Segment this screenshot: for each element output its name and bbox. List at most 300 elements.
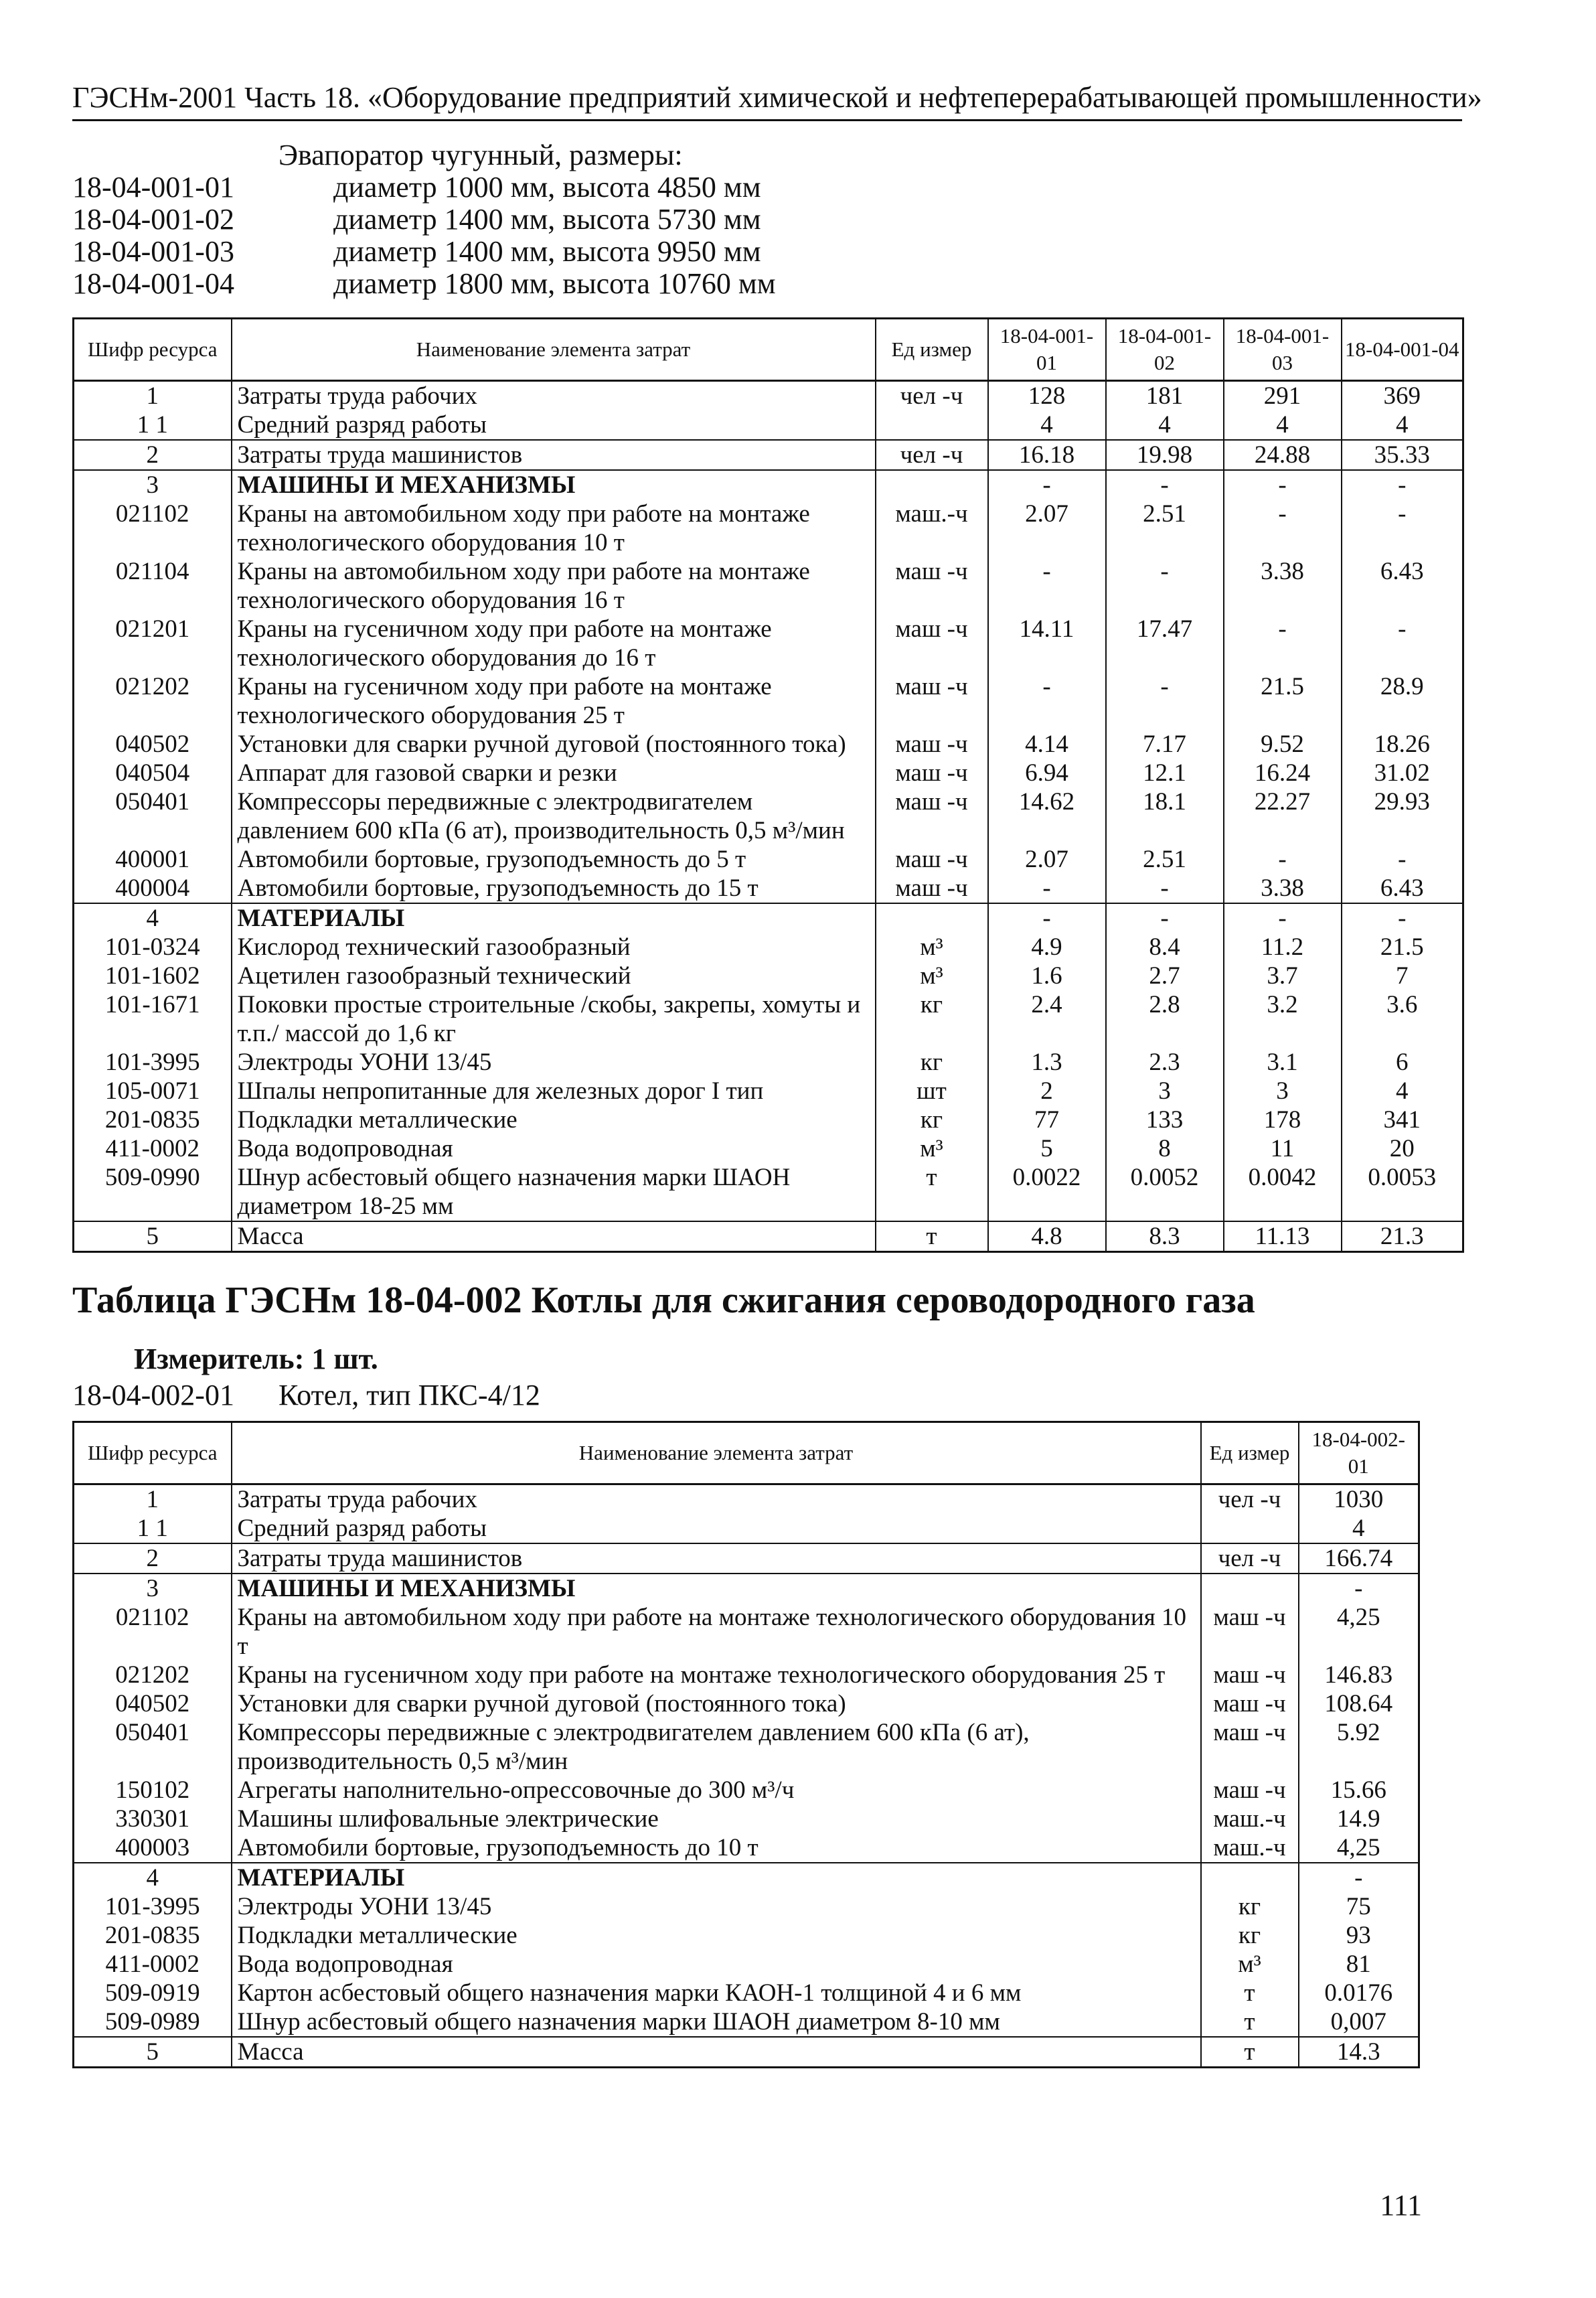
cell-code: 050401 (74, 787, 232, 845)
cell-value: 128 (988, 381, 1106, 411)
cell-unit: чел -ч (1201, 1543, 1299, 1574)
cell-value: 8.4 (1106, 933, 1224, 962)
cell-name: Кислород технический газообразный (232, 933, 876, 962)
cell-code: 021104 (74, 557, 232, 615)
cell-name: Машины шлифовальные электрические (232, 1805, 1201, 1833)
cell-value: - (988, 672, 1106, 730)
cell-value: 2.07 (988, 845, 1106, 874)
variant-code: 18-04-001-01 (72, 171, 234, 204)
cell-value: 4,25 (1299, 1603, 1419, 1661)
cell-value: 9.52 (1224, 730, 1342, 759)
cell-unit: маш -ч (876, 874, 988, 903)
cell-value: - (988, 470, 1106, 500)
cell-code: 021102 (74, 1603, 232, 1661)
cell-code: 509-0990 (74, 1163, 232, 1221)
cell-name: Поковки простые строительные /скобы, закрепы, хомуты и т.п./ массой до 1,6 кг (232, 990, 876, 1048)
cell-value: - (1299, 1863, 1419, 1892)
cell-value: 29.93 (1342, 787, 1463, 845)
cell-value: 6.43 (1342, 874, 1463, 903)
table-row (74, 730, 1463, 759)
table-row (74, 1805, 1419, 1833)
cell-unit: маш -ч (876, 615, 988, 672)
variant-desc: Котел, тип ПКС-4/12 (278, 1379, 540, 1411)
cell-value: - (1224, 615, 1342, 672)
cell-unit: маш.-ч (1201, 1805, 1299, 1833)
table-row (74, 500, 1463, 557)
cell-name: Подкладки металлические (232, 1921, 1201, 1950)
cell-name: Краны на гусеничном ходу при работе на монтаже технологического оборудования до 16 т (232, 615, 876, 672)
cell-value: 31.02 (1342, 759, 1463, 787)
table-row (74, 1863, 1419, 1892)
cell-name: Краны на гусеничном ходу при работе на монтаже технологического оборудования 25 т (232, 672, 876, 730)
cell-code: 1 1 (74, 1514, 232, 1543)
cell-value: 2.4 (988, 990, 1106, 1048)
cell-unit: шт (876, 1077, 988, 1105)
cell-code: 3 (74, 470, 232, 500)
table-row (74, 557, 1463, 615)
cell-value: 14.3 (1299, 2037, 1419, 2068)
cell-name: Автомобили бортовые, грузоподъемность до 15 т (232, 874, 876, 903)
table-row (74, 1134, 1463, 1163)
table-row (74, 1603, 1419, 1661)
table-row (74, 962, 1463, 990)
measure-value: 1 шт. (311, 1343, 378, 1375)
cell-code: 101-0324 (74, 933, 232, 962)
variant-row (72, 171, 1462, 204)
cell-value: 6.43 (1342, 557, 1463, 615)
cell-value: - (1342, 615, 1463, 672)
cell-name: Краны на автомобильном ходу при работе на монтаже технологического оборудования 10 т (232, 500, 876, 557)
table-row (74, 1048, 1463, 1077)
cell-value: 166.74 (1299, 1543, 1419, 1574)
cell-code: 201-0835 (74, 1921, 232, 1950)
table-body (74, 1484, 1419, 2068)
cell-value: 22.27 (1224, 787, 1342, 845)
cell-unit: маш -ч (876, 672, 988, 730)
cell-value: 3.38 (1224, 557, 1342, 615)
cell-name: Шнур асбестовый общего назначения марки ШАОН диаметром 8-10 мм (232, 2007, 1201, 2037)
header-norm: 18-04-002-01 (1299, 1422, 1419, 1484)
header-norm: 18-04-001-01 (988, 319, 1106, 381)
variant-row (72, 268, 1462, 300)
cell-value: 4 (1106, 410, 1224, 440)
cell-value: 0.0176 (1299, 1979, 1419, 2007)
cell-value: 0.0042 (1224, 1163, 1342, 1221)
cell-value: 133 (1106, 1105, 1224, 1134)
table-row (74, 470, 1463, 500)
cell-name: Шнур асбестовый общего назначения марки ШАОН диаметром 18-25 мм (232, 1163, 876, 1221)
cell-value: 0,007 (1299, 2007, 1419, 2037)
cell-value: 2.7 (1106, 962, 1224, 990)
cell-unit: маш -ч (1201, 1776, 1299, 1805)
page-header: ГЭСНм-2001 Часть 18. «Оборудование предприятий химической и нефтеперерабатывающей промышленности» (72, 79, 1462, 121)
cell-name: Краны на гусеничном ходу при работе на монтаже технологического оборудования 25 т (232, 1661, 1201, 1689)
table-row (74, 1163, 1463, 1221)
cell-name: Вода водопроводная (232, 1134, 876, 1163)
table-row (74, 787, 1463, 845)
cell-unit: кг (1201, 1921, 1299, 1950)
variant-code: 18-04-002-01 (72, 1379, 234, 1411)
cell-value: 3 (1224, 1077, 1342, 1105)
measure (134, 1342, 378, 1377)
cell-value: 4 (1299, 1514, 1419, 1543)
variant-row (72, 204, 1462, 236)
cell-value: 181 (1106, 381, 1224, 411)
cell-value: 14.9 (1299, 1805, 1419, 1833)
cell-name: МАШИНЫ И МЕХАНИЗМЫ (232, 1574, 1201, 1603)
cell-value: - (988, 874, 1106, 903)
cell-unit: т (876, 1221, 988, 1252)
cell-name: Краны на автомобильном ходу при работе на монтаже технологического оборудования 10 т (232, 1603, 1201, 1661)
cell-unit: м³ (1201, 1950, 1299, 1979)
resource-table-18-04-002 (72, 1421, 1420, 2068)
variant-block (72, 139, 1462, 300)
cell-value: 4 (1224, 410, 1342, 440)
table-row (74, 1105, 1463, 1134)
cell-name: Масса (232, 1221, 876, 1252)
table-title: Таблица ГЭСНм 18-04-002 Котлы для сжигания сероводородного газа (72, 1280, 1255, 1321)
cell-name: Автомобили бортовые, грузоподъемность до 5 т (232, 845, 876, 874)
table-row (74, 1718, 1419, 1776)
header-unit: Ед измер (1201, 1422, 1299, 1484)
cell-name: Электроды УОНИ 13/45 (232, 1048, 876, 1077)
cell-value: 11.13 (1224, 1221, 1342, 1252)
cell-unit: кг (876, 1105, 988, 1134)
cell-value: - (1342, 470, 1463, 500)
cell-value: 18.1 (1106, 787, 1224, 845)
cell-name: Вода водопроводная (232, 1950, 1201, 1979)
cell-value: 8 (1106, 1134, 1224, 1163)
cell-value: 7.17 (1106, 730, 1224, 759)
cell-value: - (1224, 903, 1342, 933)
cell-unit: маш -ч (1201, 1603, 1299, 1661)
cell-value: 1.3 (988, 1048, 1106, 1077)
cell-value: - (1342, 500, 1463, 557)
variant-desc: диаметр 1400 мм, высота 9950 мм (333, 235, 761, 268)
cell-unit: маш -ч (1201, 1689, 1299, 1718)
variant-row (72, 1378, 540, 1413)
cell-code: 040504 (74, 759, 232, 787)
header-code: Шифр ресурса (74, 319, 232, 381)
cell-code: 201-0835 (74, 1105, 232, 1134)
cell-value: 21.5 (1224, 672, 1342, 730)
cell-value: 146.83 (1299, 1661, 1419, 1689)
cell-name: Аппарат для газовой сварки и резки (232, 759, 876, 787)
cell-unit (876, 903, 988, 933)
table-row (74, 1689, 1419, 1718)
cell-value: 21.3 (1342, 1221, 1463, 1252)
cell-value: 3.6 (1342, 990, 1463, 1048)
table-row (74, 990, 1463, 1048)
cell-value: 12.1 (1106, 759, 1224, 787)
table-row (74, 933, 1463, 962)
cell-code: 400003 (74, 1833, 232, 1863)
cell-code: 5 (74, 1221, 232, 1252)
cell-value: 4 (988, 410, 1106, 440)
cell-unit: маш.-ч (1201, 1833, 1299, 1863)
cell-unit: т (1201, 1979, 1299, 2007)
cell-code: 400004 (74, 874, 232, 903)
cell-value: - (1106, 672, 1224, 730)
cell-unit: кг (1201, 1892, 1299, 1921)
cell-value: 1030 (1299, 1484, 1419, 1515)
cell-name: Затраты труда рабочих (232, 381, 876, 411)
cell-value: 19.98 (1106, 440, 1224, 470)
cell-value: 35.33 (1342, 440, 1463, 470)
cell-name: Электроды УОНИ 13/45 (232, 1892, 1201, 1921)
cell-unit: маш.-ч (876, 500, 988, 557)
measure-label: Измеритель: (134, 1343, 305, 1375)
cell-name: Агрегаты наполнительно-опрессовочные до 300 м³/ч (232, 1776, 1201, 1805)
cell-value: 3.7 (1224, 962, 1342, 990)
cell-value: 4 (1342, 410, 1463, 440)
header-norm: 18-04-001-02 (1106, 319, 1224, 381)
cell-code: 330301 (74, 1805, 232, 1833)
table-row (74, 1661, 1419, 1689)
cell-value: - (1224, 470, 1342, 500)
cell-name: Автомобили бортовые, грузоподъемность до 10 т (232, 1833, 1201, 1863)
cell-value: 1.6 (988, 962, 1106, 990)
cell-code: 021202 (74, 1661, 232, 1689)
cell-unit (876, 470, 988, 500)
cell-code: 1 1 (74, 410, 232, 440)
cell-value: 16.24 (1224, 759, 1342, 787)
cell-value: - (988, 557, 1106, 615)
cell-value: - (1299, 1574, 1419, 1603)
cell-name: МАТЕРИАЛЫ (232, 903, 876, 933)
cell-code: 040502 (74, 1689, 232, 1718)
table-row (74, 1484, 1419, 1515)
cell-unit: м³ (876, 933, 988, 962)
cell-value: 81 (1299, 1950, 1419, 1979)
cell-value: 3 (1106, 1077, 1224, 1105)
cell-name: Средний разряд работы (232, 1514, 1201, 1543)
cell-value: 24.88 (1224, 440, 1342, 470)
cell-value: 8.3 (1106, 1221, 1224, 1252)
cell-name: Компрессоры передвижные с электродвигателем давлением 600 кПа (6 ат), производительность 0,5 м³/мин (232, 787, 876, 845)
cell-code: 050401 (74, 1718, 232, 1776)
cell-unit: маш -ч (1201, 1718, 1299, 1776)
cell-value: 93 (1299, 1921, 1419, 1950)
cell-value: 4.8 (988, 1221, 1106, 1252)
cell-value: 75 (1299, 1892, 1419, 1921)
table-row (74, 440, 1463, 470)
cell-code: 3 (74, 1574, 232, 1603)
cell-value: 20 (1342, 1134, 1463, 1163)
cell-value: 28.9 (1342, 672, 1463, 730)
resource-table-18-04-001 (72, 317, 1464, 1253)
table-row (74, 1543, 1419, 1574)
cell-value: 5 (988, 1134, 1106, 1163)
cell-code: 4 (74, 1863, 232, 1892)
cell-unit: т (1201, 2007, 1299, 2037)
cell-name: Подкладки металлические (232, 1105, 876, 1134)
cell-code: 101-1671 (74, 990, 232, 1048)
cell-code: 150102 (74, 1776, 232, 1805)
cell-value: 2.3 (1106, 1048, 1224, 1077)
cell-value: 16.18 (988, 440, 1106, 470)
cell-value: 14.62 (988, 787, 1106, 845)
variant-desc: диаметр 1800 мм, высота 10760 мм (333, 267, 776, 300)
variant-code: 18-04-001-02 (72, 203, 234, 236)
header-unit: Ед измер (876, 319, 988, 381)
cell-value: 21.5 (1342, 933, 1463, 962)
cell-unit: чел -ч (876, 440, 988, 470)
cell-unit: кг (876, 1048, 988, 1077)
table-row (74, 1833, 1419, 1863)
cell-value: 17.47 (1106, 615, 1224, 672)
cell-value: 4,25 (1299, 1833, 1419, 1863)
header-norm: 18-04-001-04 (1342, 319, 1463, 381)
cell-code: 2 (74, 440, 232, 470)
cell-value: 341 (1342, 1105, 1463, 1134)
cell-code: 411-0002 (74, 1134, 232, 1163)
cell-name: Затраты труда машинистов (232, 1543, 1201, 1574)
cell-code: 021201 (74, 615, 232, 672)
table-row (74, 381, 1463, 411)
cell-name: Краны на автомобильном ходу при работе на монтаже технологического оборудования 16 т (232, 557, 876, 615)
table-row (74, 1574, 1419, 1603)
cell-name: Затраты труда машинистов (232, 440, 876, 470)
cell-unit: м³ (876, 1134, 988, 1163)
table-row (74, 1950, 1419, 1979)
cell-value: 11.2 (1224, 933, 1342, 962)
table-row (74, 1776, 1419, 1805)
cell-code: 509-0919 (74, 1979, 232, 2007)
cell-value: - (1342, 903, 1463, 933)
cell-unit: маш -ч (876, 759, 988, 787)
cell-unit: кг (876, 990, 988, 1048)
cell-name: Ацетилен газообразный технический (232, 962, 876, 990)
cell-unit: т (876, 1163, 988, 1221)
cell-name: Компрессоры передвижные с электродвигателем давлением 600 кПа (6 ат), производительность 0,5 м³/мин (232, 1718, 1201, 1776)
cell-value: 15.66 (1299, 1776, 1419, 1805)
cell-name: Установки для сварки ручной дуговой (постоянного тока) (232, 730, 876, 759)
cell-name: Картон асбестовый общего назначения марки КАОН-1 толщиной 4 и 6 мм (232, 1979, 1201, 2007)
cell-name: Масса (232, 2037, 1201, 2068)
cell-value: - (1106, 470, 1224, 500)
cell-code: 509-0989 (74, 2007, 232, 2037)
cell-value: - (1106, 903, 1224, 933)
cell-value: - (988, 903, 1106, 933)
variant-intro: Эвапоратор чугунный, размеры: (278, 139, 683, 171)
cell-unit: маш -ч (876, 845, 988, 874)
cell-unit: маш -ч (876, 730, 988, 759)
table-row (74, 1892, 1419, 1921)
cell-name: МАТЕРИАЛЫ (232, 1863, 1201, 1892)
variant-code: 18-04-001-03 (72, 235, 234, 268)
cell-value: 2.8 (1106, 990, 1224, 1048)
cell-value: 4 (1342, 1077, 1463, 1105)
cell-code: 105-0071 (74, 1077, 232, 1105)
table-row (74, 1979, 1419, 2007)
cell-value: 11 (1224, 1134, 1342, 1163)
table-row (74, 615, 1463, 672)
cell-value: 2.51 (1106, 845, 1224, 874)
cell-value: 14.11 (988, 615, 1106, 672)
cell-code: 1 (74, 381, 232, 411)
cell-value: 291 (1224, 381, 1342, 411)
cell-unit (1201, 1514, 1299, 1543)
cell-unit (1201, 1863, 1299, 1892)
cell-code: 101-1602 (74, 962, 232, 990)
table-row (74, 759, 1463, 787)
cell-value: 3.38 (1224, 874, 1342, 903)
header-norm: 18-04-001-03 (1224, 319, 1342, 381)
cell-value: 77 (988, 1105, 1106, 1134)
table-row (74, 2007, 1419, 2037)
cell-unit: маш -ч (876, 787, 988, 845)
table-row (74, 410, 1463, 440)
cell-value: 369 (1342, 381, 1463, 411)
cell-value: 0.0053 (1342, 1163, 1463, 1221)
cell-value: 108.64 (1299, 1689, 1419, 1718)
cell-name: Установки для сварки ручной дуговой (постоянного тока) (232, 1689, 1201, 1718)
variant-desc: диаметр 1000 мм, высота 4850 мм (333, 171, 761, 204)
cell-code: 021202 (74, 672, 232, 730)
variant-row (72, 236, 1462, 268)
cell-code: 4 (74, 903, 232, 933)
cell-value: 0.0022 (988, 1163, 1106, 1221)
cell-unit: чел -ч (876, 381, 988, 411)
cell-value: 6 (1342, 1048, 1463, 1077)
table-row (74, 874, 1463, 903)
cell-value: 5.92 (1299, 1718, 1419, 1776)
cell-value: 3.1 (1224, 1048, 1342, 1077)
cell-value: - (1224, 845, 1342, 874)
variant-code: 18-04-001-04 (72, 267, 234, 300)
cell-value: - (1106, 557, 1224, 615)
cell-unit: т (1201, 2037, 1299, 2068)
cell-value: 2.07 (988, 500, 1106, 557)
cell-value: 178 (1224, 1105, 1342, 1134)
cell-code: 101-3995 (74, 1048, 232, 1077)
table-row (74, 903, 1463, 933)
cell-code: 1 (74, 1484, 232, 1515)
cell-value: 6.94 (988, 759, 1106, 787)
cell-code: 101-3995 (74, 1892, 232, 1921)
cell-value: 2.51 (1106, 500, 1224, 557)
cell-value: 3.2 (1224, 990, 1342, 1048)
cell-name: МАШИНЫ И МЕХАНИЗМЫ (232, 470, 876, 500)
cell-code: 040502 (74, 730, 232, 759)
table-header-row (74, 1422, 1419, 1484)
table-row (74, 1221, 1463, 1252)
page-number: 111 (1380, 2189, 1422, 2222)
cell-value: 0.0052 (1106, 1163, 1224, 1221)
cell-value: 18.26 (1342, 730, 1463, 759)
cell-unit: чел -ч (1201, 1484, 1299, 1515)
cell-code: 021102 (74, 500, 232, 557)
table-row (74, 845, 1463, 874)
cell-name: Шпалы непропитанные для железных дорог I тип (232, 1077, 876, 1105)
cell-unit: маш -ч (876, 557, 988, 615)
cell-value: - (1224, 500, 1342, 557)
variant-desc: диаметр 1400 мм, высота 5730 мм (333, 203, 761, 236)
cell-value: 4.14 (988, 730, 1106, 759)
header-code: Шифр ресурса (74, 1422, 232, 1484)
table-row (74, 2037, 1419, 2068)
cell-value: 4.9 (988, 933, 1106, 962)
cell-code: 400001 (74, 845, 232, 874)
cell-code: 2 (74, 1543, 232, 1574)
table-row (74, 672, 1463, 730)
cell-name: Затраты труда рабочих (232, 1484, 1201, 1515)
cell-code: 5 (74, 2037, 232, 2068)
cell-value: 7 (1342, 962, 1463, 990)
cell-unit: маш -ч (1201, 1661, 1299, 1689)
table-header-row (74, 319, 1463, 381)
